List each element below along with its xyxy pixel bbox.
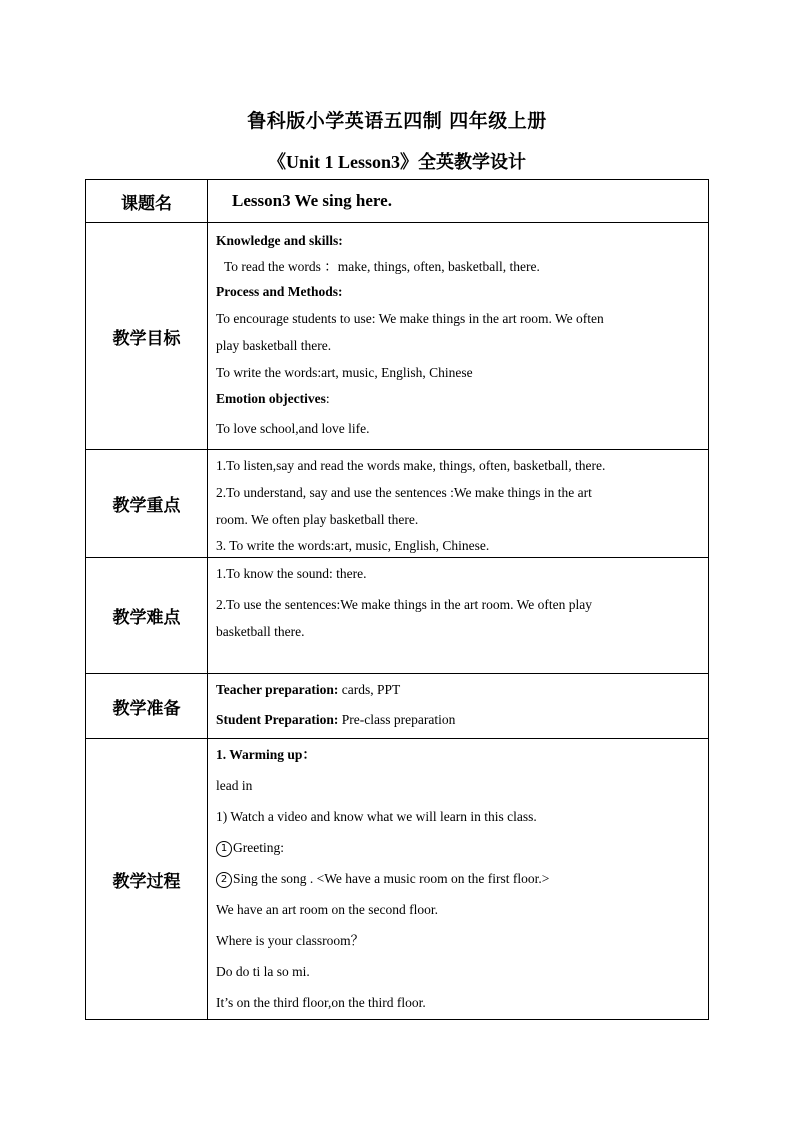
key-point-3: 3. To write the words:art, music, English, Chinese. <box>216 538 490 553</box>
key-point-2: 2.To understand, say and use the sentences :We make things in the art <box>216 485 592 500</box>
row-content-process <box>208 739 709 1020</box>
emotion-colon: : <box>325 391 330 406</box>
emotion-text: To love school,and love life. <box>216 421 370 436</box>
table-row-topic <box>86 180 709 223</box>
document-title: 鲁科版小学英语五四制 四年级上册 <box>247 110 547 132</box>
knowledge-text: To read the words ：make, things, often, basketball, there. <box>224 259 540 274</box>
teacher-preparation-heading: Teacher preparation: <box>216 682 339 697</box>
greeting-text: Greeting: <box>233 840 284 855</box>
process-line-third-floor: It’s on the third floor,on the third floor. <box>216 995 426 1010</box>
circled-number-2: 2 <box>216 872 232 888</box>
process-step-greeting <box>216 828 700 859</box>
subtitle-rest: 》全英教学设计 <box>400 152 527 173</box>
process-line-art-room: We have an art room on the second floor. <box>216 902 438 917</box>
row-content-objectives <box>208 223 709 450</box>
key-point-2-cont: room. We often play basketball there. <box>216 512 419 527</box>
row-content-preparation <box>208 674 709 739</box>
table-row-objectives <box>86 223 709 450</box>
difficulty-2-cont: basketball there. <box>216 624 305 639</box>
row-label-process: 教学过程 <box>86 739 208 1020</box>
circled-number-1: 1 <box>216 841 232 857</box>
table-row-process <box>86 739 709 1020</box>
teacher-preparation <box>216 674 700 701</box>
process-line-notes: Do do ti la so mi. <box>216 964 310 979</box>
process-step-sing-song <box>216 859 700 890</box>
row-label-topic: 课题名 <box>86 180 208 223</box>
process-text-2: play basketball there. <box>216 338 332 353</box>
sing-song-text: Sing the song . <We have a music room on the first floor.> <box>233 871 550 886</box>
knowledge-heading: Knowledge and skills: <box>216 233 343 248</box>
row-content-topic <box>208 180 709 223</box>
emotion-heading-line <box>216 384 700 410</box>
process-heading: Process and Methods: <box>216 284 343 299</box>
document-subtitle <box>0 148 794 174</box>
table-row-key-points <box>86 450 709 558</box>
student-preparation-text: Pre-class preparation <box>338 712 456 727</box>
process-line-classroom: Where is your classroom？ <box>216 933 365 948</box>
lesson-plan-table <box>85 179 709 1020</box>
process-text-1: To encourage students to use: We make things in the art room. We often <box>216 311 604 326</box>
row-content-key-points <box>208 450 709 558</box>
difficulty-2: 2.To use the sentences:We make things in the art room. We often play <box>216 597 593 612</box>
row-label-difficulties: 教学难点 <box>86 558 208 674</box>
process-line-lead-in: lead in <box>216 778 253 793</box>
row-label-preparation: 教学准备 <box>86 674 208 739</box>
difficulty-1: 1.To know the sound: there. <box>216 566 367 581</box>
row-label-key-points: 教学重点 <box>86 450 208 558</box>
row-content-difficulties <box>208 558 709 674</box>
emotion-heading: Emotion objectives <box>216 391 326 406</box>
table-row-difficulties <box>86 558 709 674</box>
process-text-3: To write the words:art, music, English, Chinese <box>216 365 473 380</box>
key-point-1: 1.To listen,say and read the words make, things, often, basketball, there. <box>216 458 606 473</box>
subtitle-unit: Unit 1 Lesson3 <box>285 152 401 172</box>
student-preparation-heading: Student Preparation: <box>216 712 339 727</box>
process-line-watch-video: 1) Watch a video and know what we will learn in this class. <box>216 809 537 824</box>
lesson-topic: Lesson3 We sing here. <box>232 191 392 210</box>
row-label-objectives: 教学目标 <box>86 223 208 450</box>
table-row-preparation <box>86 674 709 739</box>
subtitle-open-bracket: 《 <box>267 152 286 173</box>
warming-up-heading: 1. Warming up： <box>216 747 316 762</box>
student-preparation <box>216 701 700 731</box>
teacher-preparation-text: cards, PPT <box>338 682 401 697</box>
